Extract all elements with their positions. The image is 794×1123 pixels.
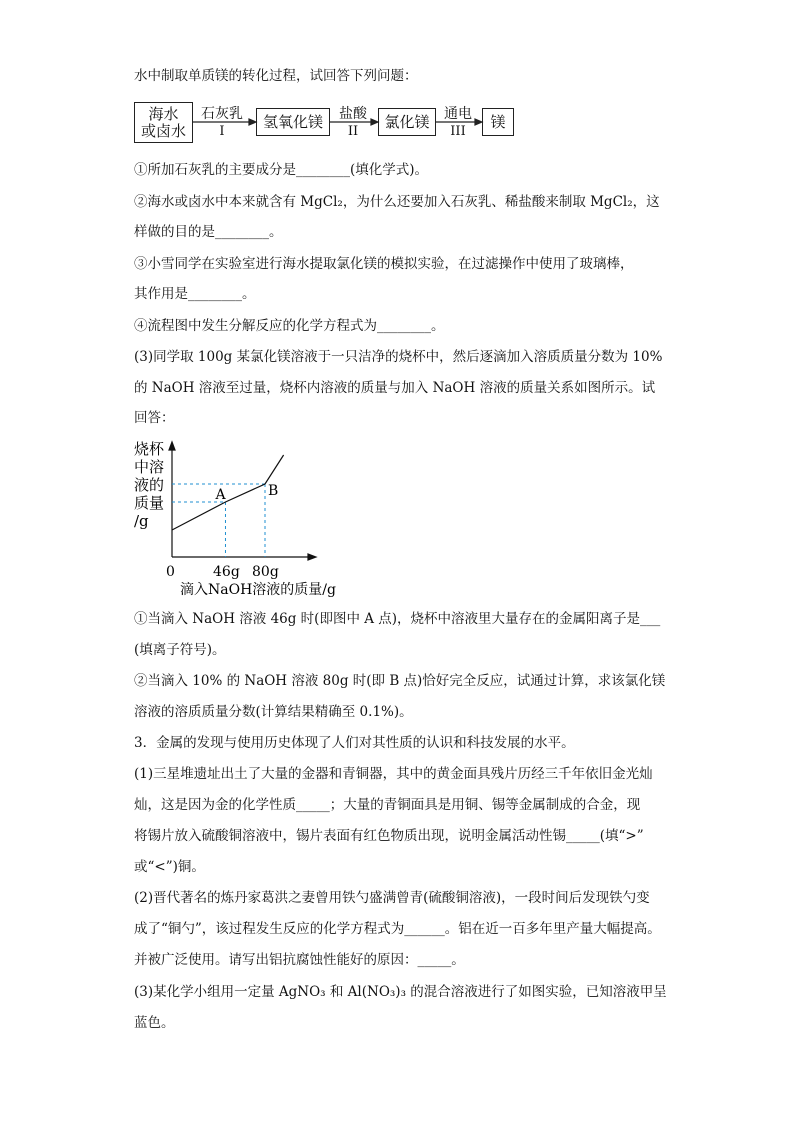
question-2-line-2: 样做的目的是________。 xyxy=(134,224,283,240)
section-3-1-line-1: (1)三星堆遗址出土了大量的金器和青铜器，其中的黄金面具残片历经三千年依旧金光灿 xyxy=(134,766,653,782)
flow-reagent-3: 通电 xyxy=(444,106,472,122)
section-3-1-line-2: 灿，这是因为金的化学性质_____；大量的青铜面具是用铜、锡等金属制成的合金，现 xyxy=(134,797,641,813)
question-1: ①所加石灰乳的主要成分是________(填化学式)。 xyxy=(134,162,429,178)
part-3-line-1: (3)同学取 100g 某氯化镁溶液于一只洁净的烧杯中，然后逐滴加入溶质质量分数为 10% xyxy=(134,349,663,365)
y-axis-label-1: 烧杯 xyxy=(134,440,165,458)
x-tick-label-46: 46g xyxy=(213,564,240,580)
section-3-2-line-3: 并被广泛使用。请写出铝抗腐蚀性能好的原因：_____。 xyxy=(134,952,465,968)
chart-axes xyxy=(169,442,316,560)
question-2-line-1: ②海水或卤水中本来就含有 MgCl₂，为什么还要加入石灰乳、稀盐酸来制取 MgCl₂，这 xyxy=(134,194,660,210)
part-3-line-2: 的 NaOH 溶液至过量，烧杯内溶液的质量与加入 NaOH 溶液的质量关系如图所示。试 xyxy=(134,380,656,396)
flow-step-3: III xyxy=(450,124,466,139)
section-3-2-line-1: (2)晋代著名的炼丹家葛洪之妻曾用铁勺盛满曾青(硫酸铜溶液)，一段时间后发现铁勺变 xyxy=(134,890,650,906)
section-3-heading: 3．金属的发现与使用历史体现了人们对其性质的认识和科技发展的水平。 xyxy=(134,735,575,751)
chart-question-1-line-2: (填离子符号)。 xyxy=(134,642,226,658)
chart-series-line xyxy=(172,455,284,530)
y-axis-label-5: /g xyxy=(134,512,149,530)
flow-step-2: II xyxy=(347,124,359,139)
section-3-1-line-3: 将锡片放入硫酸铜溶液中，锡片表面有红色物质出现，说明金属活动性锡_____(填“>” xyxy=(134,828,644,844)
flow-box-mgcl2-label: 氯化镁 xyxy=(384,112,430,131)
y-axis-label-2: 中溶 xyxy=(134,458,165,476)
intro-text: 水中制取单质镁的转化过程，试回答下列问题： xyxy=(134,68,418,84)
flow-box-mg-label: 镁 xyxy=(490,112,506,131)
section-3-1-line-4: 或“<”)铜。 xyxy=(134,859,205,875)
x-tick-label-80: 80g xyxy=(252,564,279,580)
question-3-line-1: ③小雪同学在实验室进行海水提取氯化镁的模拟实验，在过滤操作中使用了玻璃棒， xyxy=(134,256,634,272)
chart-question-1-line-1: ①当滴入 NaOH 溶液 46g 时(即图中 A 点)，烧杯中溶液里大量存在的金属阳离子是___ xyxy=(134,611,661,627)
part-3-line-3: 回答： xyxy=(134,410,175,426)
section-3-3-line-2: 蓝色。 xyxy=(134,1015,175,1031)
section-3-3-line-1: (3)某化学小组用一定量 AgNO₃ 和 Al(NO₃)₃ 的混合溶液进行了如图实验，已知溶液甲呈 xyxy=(134,984,667,1000)
question-3-line-2: 其作用是________。 xyxy=(134,286,256,302)
flow-box-mgoh2-label: 氢氧化镁 xyxy=(262,112,323,131)
point-label-B: B xyxy=(268,483,279,499)
y-axis-label-4: 质量 xyxy=(134,494,165,512)
flow-reagent-2: 盐酸 xyxy=(339,106,367,122)
y-axis-label-3: 液的 xyxy=(134,476,165,494)
section-3-2-line-2: 成了“铜勺”，该过程发生反应的化学方程式为______。铝在近一百多年里产量大幅提高。 xyxy=(134,921,661,937)
flow-box-seawater-label: 海水 或卤水 xyxy=(140,104,186,140)
flow-step-1: I xyxy=(219,124,225,139)
question-4: ④流程图中发生分解反应的化学方程式为________。 xyxy=(134,318,445,334)
x-axis-label: 滴入NaOH溶液的质量/g xyxy=(180,582,336,598)
chart-question-2-line-2: 溶液的溶质质量分数(计算结果精确至 0.1%)。 xyxy=(134,704,413,720)
point-label-A: A xyxy=(215,487,226,503)
chart-origin-label: 0 xyxy=(166,564,175,580)
chart-question-2-line-1: ②当滴入 10% 的 NaOH 溶液 80g 时(即 B 点)恰好完全反应，试通过计算，求该氯化镁 xyxy=(134,673,666,689)
flow-reagent-1: 石灰乳 xyxy=(201,106,243,122)
